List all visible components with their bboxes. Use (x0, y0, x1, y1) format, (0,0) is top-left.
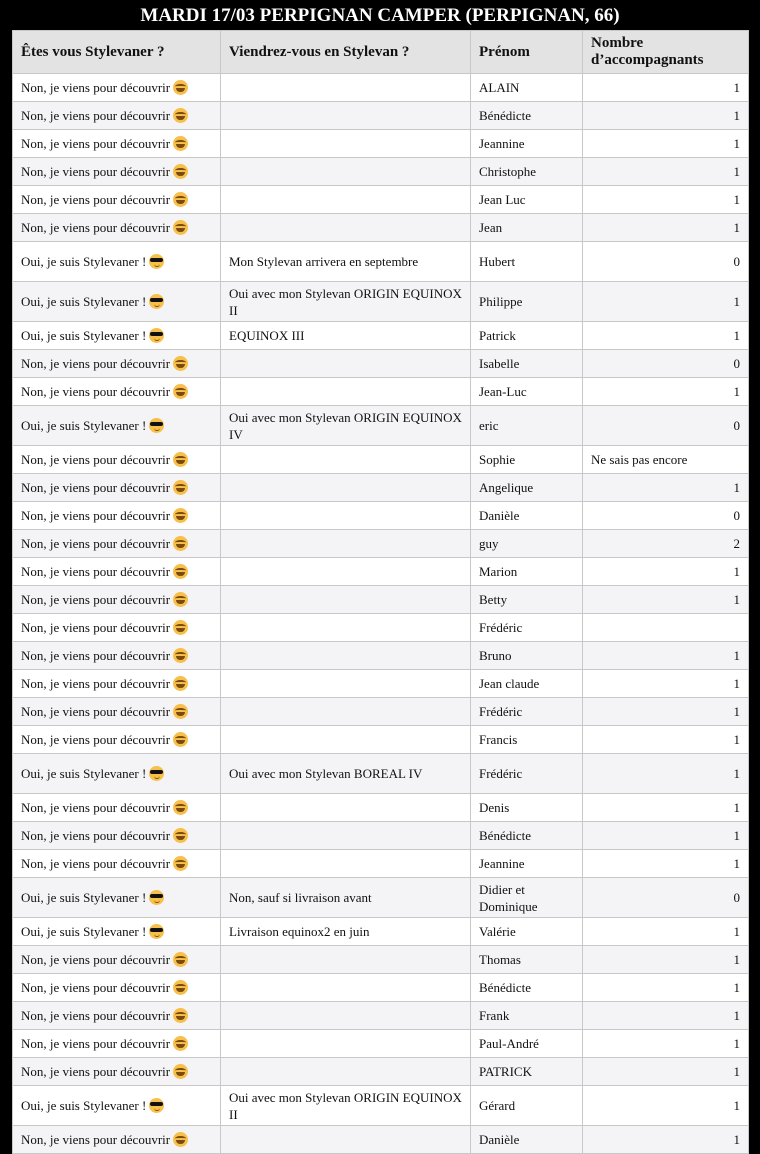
stylevan-cell: Oui avec mon Stylevan ORIGIN EQUINOX II (221, 1086, 471, 1126)
stylevan-cell (221, 186, 471, 214)
stylevan-cell (221, 378, 471, 406)
companions-cell: 1 (583, 378, 749, 406)
companions-cell: Ne sais pas encore (583, 446, 749, 474)
status-cell (13, 474, 221, 502)
status-cell (13, 670, 221, 698)
companions-cell: 1 (583, 1126, 749, 1154)
status-text: Oui, je suis Stylevaner ! (21, 254, 147, 269)
first-name-cell: eric (471, 406, 583, 446)
companions-cell: 0 (583, 878, 749, 918)
status-text: Non, je viens pour découvrir (21, 220, 171, 235)
status-cell (13, 406, 221, 446)
star-struck-icon (173, 536, 188, 551)
status-text: Non, je viens pour découvrir (21, 508, 171, 523)
first-name-cell: Jeannine (471, 850, 583, 878)
status-cell (13, 1058, 221, 1086)
first-name-cell: Danièle (471, 502, 583, 530)
star-struck-icon (173, 80, 188, 95)
sunglasses-icon (149, 1098, 164, 1113)
status-text: Non, je viens pour découvrir (21, 356, 171, 371)
stylevan-cell: Oui avec mon Stylevan ORIGIN EQUINOX IV (221, 406, 471, 446)
table-row (13, 974, 749, 1002)
table-row (13, 946, 749, 974)
table-row (13, 530, 749, 558)
star-struck-icon (173, 564, 188, 579)
stylevan-cell (221, 586, 471, 614)
star-struck-icon (173, 980, 188, 995)
stylevan-cell (221, 946, 471, 974)
table-row (13, 102, 749, 130)
status-text: Non, je viens pour découvrir (21, 564, 171, 579)
status-text: Oui, je suis Stylevaner ! (21, 1098, 147, 1113)
table-row (13, 406, 749, 446)
status-cell (13, 1030, 221, 1058)
star-struck-icon (173, 1036, 188, 1051)
stylevan-cell: Livraison equinox2 en juin (221, 918, 471, 946)
sunglasses-icon (149, 890, 164, 905)
status-text: Oui, je suis Stylevaner ! (21, 294, 147, 309)
first-name-cell: Philippe (471, 282, 583, 322)
stylevan-cell (221, 670, 471, 698)
table-row (13, 214, 749, 242)
first-name-cell: Jean-Luc (471, 378, 583, 406)
status-text: Non, je viens pour découvrir (21, 828, 171, 843)
table-row (13, 378, 749, 406)
first-name-cell: Jean Luc (471, 186, 583, 214)
companions-cell: 0 (583, 406, 749, 446)
star-struck-icon (173, 1132, 188, 1147)
first-name-cell: Bruno (471, 642, 583, 670)
star-struck-icon (173, 356, 188, 371)
status-text: Oui, je suis Stylevaner ! (21, 890, 147, 905)
status-cell (13, 558, 221, 586)
first-name-cell: Patrick (471, 322, 583, 350)
status-cell (13, 850, 221, 878)
stylevan-cell (221, 1030, 471, 1058)
first-name-cell: Frédéric (471, 754, 583, 794)
status-text: Non, je viens pour découvrir (21, 480, 171, 495)
first-name-cell: Didier et Dominique (471, 878, 583, 918)
companions-cell: 1 (583, 946, 749, 974)
status-cell (13, 350, 221, 378)
first-name-cell: Francis (471, 726, 583, 754)
stylevan-cell (221, 214, 471, 242)
table-row (13, 754, 749, 794)
first-name-cell: Jean (471, 214, 583, 242)
status-cell (13, 102, 221, 130)
star-struck-icon (173, 136, 188, 151)
status-cell (13, 378, 221, 406)
first-name-cell: Paul-André (471, 1030, 583, 1058)
stylevan-cell (221, 350, 471, 378)
status-text: Non, je viens pour découvrir (21, 108, 171, 123)
status-cell (13, 918, 221, 946)
companions-cell: 1 (583, 586, 749, 614)
status-cell (13, 794, 221, 822)
table-row (13, 158, 749, 186)
status-cell (13, 726, 221, 754)
companions-cell: 1 (583, 158, 749, 186)
companions-cell: 1 (583, 102, 749, 130)
table-row (13, 642, 749, 670)
status-cell (13, 446, 221, 474)
table-row (13, 822, 749, 850)
companions-cell: 1 (583, 1030, 749, 1058)
companions-cell: 1 (583, 1002, 749, 1030)
star-struck-icon (173, 108, 188, 123)
first-name-cell: Isabelle (471, 350, 583, 378)
companions-cell: 1 (583, 558, 749, 586)
table-row (13, 918, 749, 946)
first-name-cell: Bénédicte (471, 102, 583, 130)
status-cell (13, 186, 221, 214)
status-cell (13, 642, 221, 670)
stylevan-cell: Oui avec mon Stylevan BOREAL IV (221, 754, 471, 794)
first-name-cell: Hubert (471, 242, 583, 282)
stylevan-cell (221, 1126, 471, 1154)
companions-cell: 1 (583, 822, 749, 850)
companions-cell: 1 (583, 726, 749, 754)
table-row (13, 474, 749, 502)
stylevan-cell: Oui avec mon Stylevan ORIGIN EQUINOX II (221, 282, 471, 322)
star-struck-icon (173, 1008, 188, 1023)
companions-cell: 1 (583, 186, 749, 214)
stylevan-cell (221, 726, 471, 754)
companions-cell: 0 (583, 502, 749, 530)
status-cell (13, 698, 221, 726)
star-struck-icon (173, 192, 188, 207)
star-struck-icon (173, 384, 188, 399)
status-text: Non, je viens pour découvrir (21, 192, 171, 207)
companions-cell (583, 614, 749, 642)
status-cell (13, 158, 221, 186)
companions-cell: 0 (583, 242, 749, 282)
first-name-cell: Danièle (471, 1126, 583, 1154)
stylevan-cell (221, 530, 471, 558)
header-stylevaner: Êtes vous Stylevaner ? (13, 31, 221, 74)
status-cell (13, 242, 221, 282)
status-text: Non, je viens pour découvrir (21, 676, 171, 691)
status-cell (13, 530, 221, 558)
status-cell (13, 614, 221, 642)
attendee-sheet (12, 30, 748, 1147)
status-cell (13, 878, 221, 918)
star-struck-icon (173, 676, 188, 691)
status-cell (13, 1002, 221, 1030)
status-cell (13, 502, 221, 530)
status-text: Non, je viens pour découvrir (21, 164, 171, 179)
first-name-cell: Denis (471, 794, 583, 822)
first-name-cell: Frédéric (471, 698, 583, 726)
companions-cell: 2 (583, 530, 749, 558)
table-row (13, 186, 749, 214)
table-row (13, 794, 749, 822)
status-text: Oui, je suis Stylevaner ! (21, 418, 147, 433)
table-row (13, 1002, 749, 1030)
status-text: Non, je viens pour découvrir (21, 952, 171, 967)
status-cell (13, 214, 221, 242)
sunglasses-icon (149, 328, 164, 343)
star-struck-icon (173, 828, 188, 843)
table-row (13, 350, 749, 378)
star-struck-icon (173, 452, 188, 467)
status-cell (13, 1126, 221, 1154)
stylevan-cell (221, 158, 471, 186)
status-text: Non, je viens pour découvrir (21, 620, 171, 635)
companions-cell: 1 (583, 754, 749, 794)
star-struck-icon (173, 164, 188, 179)
status-cell (13, 282, 221, 322)
status-cell (13, 322, 221, 350)
star-struck-icon (173, 480, 188, 495)
companions-cell: 1 (583, 850, 749, 878)
stylevan-cell (221, 1058, 471, 1086)
first-name-cell: Valérie (471, 918, 583, 946)
first-name-cell: Marion (471, 558, 583, 586)
stylevan-cell (221, 502, 471, 530)
status-text: Oui, je suis Stylevaner ! (21, 766, 147, 781)
table-row (13, 614, 749, 642)
first-name-cell: Sophie (471, 446, 583, 474)
status-text: Non, je viens pour découvrir (21, 1008, 171, 1023)
star-struck-icon (173, 1064, 188, 1079)
status-text: Non, je viens pour découvrir (21, 856, 171, 871)
stylevan-cell (221, 102, 471, 130)
table-row (13, 322, 749, 350)
first-name-cell: Thomas (471, 946, 583, 974)
first-name-cell: ALAIN (471, 74, 583, 102)
table-row (13, 130, 749, 158)
status-cell (13, 822, 221, 850)
status-cell (13, 946, 221, 974)
table-row (13, 282, 749, 322)
first-name-cell: Christophe (471, 158, 583, 186)
stylevan-cell (221, 822, 471, 850)
star-struck-icon (173, 732, 188, 747)
companions-cell: 1 (583, 1086, 749, 1126)
first-name-cell: Bénédicte (471, 974, 583, 1002)
status-text: Non, je viens pour découvrir (21, 592, 171, 607)
star-struck-icon (173, 508, 188, 523)
table-row (13, 242, 749, 282)
stylevan-cell (221, 446, 471, 474)
star-struck-icon (173, 800, 188, 815)
status-cell (13, 74, 221, 102)
companions-cell: 1 (583, 698, 749, 726)
status-cell (13, 1086, 221, 1126)
header-row (13, 31, 749, 74)
status-text: Non, je viens pour découvrir (21, 1036, 171, 1051)
status-text: Non, je viens pour découvrir (21, 1132, 171, 1147)
status-cell (13, 974, 221, 1002)
status-cell (13, 754, 221, 794)
header-first-name: Prénom (471, 31, 583, 74)
status-text: Non, je viens pour découvrir (21, 648, 171, 663)
companions-cell: 1 (583, 74, 749, 102)
status-text: Non, je viens pour découvrir (21, 384, 171, 399)
status-text: Non, je viens pour découvrir (21, 980, 171, 995)
stylevan-cell (221, 474, 471, 502)
sunglasses-icon (149, 294, 164, 309)
status-cell (13, 586, 221, 614)
companions-cell: 1 (583, 642, 749, 670)
status-text: Non, je viens pour découvrir (21, 1064, 171, 1079)
sunglasses-icon (149, 766, 164, 781)
first-name-cell: Frank (471, 1002, 583, 1030)
table-row (13, 74, 749, 102)
header-companions: Nombre d’accompagnants (583, 31, 749, 74)
companions-cell: 1 (583, 214, 749, 242)
table-row (13, 586, 749, 614)
first-name-cell: guy (471, 530, 583, 558)
first-name-cell: Frédéric (471, 614, 583, 642)
stylevan-cell (221, 558, 471, 586)
companions-cell: 1 (583, 474, 749, 502)
status-text: Non, je viens pour découvrir (21, 800, 171, 815)
page-title: MARDI 17/03 PERPIGNAN CAMPER (PERPIGNAN, 66) (140, 5, 620, 26)
stylevan-cell (221, 74, 471, 102)
stylevan-cell: EQUINOX III (221, 322, 471, 350)
stylevan-cell: Non, sauf si livraison avant (221, 878, 471, 918)
status-text: Oui, je suis Stylevaner ! (21, 924, 147, 939)
status-text: Non, je viens pour découvrir (21, 80, 171, 95)
stylevan-cell (221, 614, 471, 642)
stylevan-cell (221, 974, 471, 1002)
companions-cell: 1 (583, 670, 749, 698)
companions-cell: 1 (583, 794, 749, 822)
stylevan-cell: Mon Stylevan arrivera en septembre (221, 242, 471, 282)
status-text: Non, je viens pour découvrir (21, 704, 171, 719)
table-row (13, 670, 749, 698)
table-row (13, 1058, 749, 1086)
stylevan-cell (221, 1002, 471, 1030)
table-row (13, 446, 749, 474)
stylevan-cell (221, 642, 471, 670)
first-name-cell: Betty (471, 586, 583, 614)
table-row (13, 1086, 749, 1126)
table-row (13, 502, 749, 530)
companions-cell: 1 (583, 974, 749, 1002)
star-struck-icon (173, 620, 188, 635)
first-name-cell: PATRICK (471, 1058, 583, 1086)
status-text: Non, je viens pour découvrir (21, 732, 171, 747)
status-text: Non, je viens pour découvrir (21, 536, 171, 551)
star-struck-icon (173, 952, 188, 967)
stylevan-cell (221, 850, 471, 878)
companions-cell: 0 (583, 350, 749, 378)
status-text: Oui, je suis Stylevaner ! (21, 328, 147, 343)
star-struck-icon (173, 856, 188, 871)
sunglasses-icon (149, 418, 164, 433)
table-row (13, 878, 749, 918)
sunglasses-icon (149, 254, 164, 269)
companions-cell: 1 (583, 130, 749, 158)
star-struck-icon (173, 648, 188, 663)
stylevan-cell (221, 698, 471, 726)
table-row (13, 1030, 749, 1058)
star-struck-icon (173, 592, 188, 607)
companions-cell: 1 (583, 322, 749, 350)
stylevan-cell (221, 130, 471, 158)
status-cell (13, 130, 221, 158)
table-row (13, 726, 749, 754)
star-struck-icon (173, 704, 188, 719)
companions-cell: 1 (583, 282, 749, 322)
first-name-cell: Jeannine (471, 130, 583, 158)
sunglasses-icon (149, 924, 164, 939)
companions-cell: 1 (583, 918, 749, 946)
table-row (13, 1126, 749, 1154)
table-row (13, 698, 749, 726)
attendee-table (12, 30, 749, 1154)
first-name-cell: Bénédicte (471, 822, 583, 850)
star-struck-icon (173, 220, 188, 235)
header-come-in-stylevan: Viendrez-vous en Stylevan ? (221, 31, 471, 74)
status-text: Non, je viens pour découvrir (21, 136, 171, 151)
status-text: Non, je viens pour découvrir (21, 452, 171, 467)
table-row (13, 558, 749, 586)
first-name-cell: Jean claude (471, 670, 583, 698)
first-name-cell: Angelique (471, 474, 583, 502)
first-name-cell: Gérard (471, 1086, 583, 1126)
stylevan-cell (221, 794, 471, 822)
table-row (13, 850, 749, 878)
companions-cell: 1 (583, 1058, 749, 1086)
